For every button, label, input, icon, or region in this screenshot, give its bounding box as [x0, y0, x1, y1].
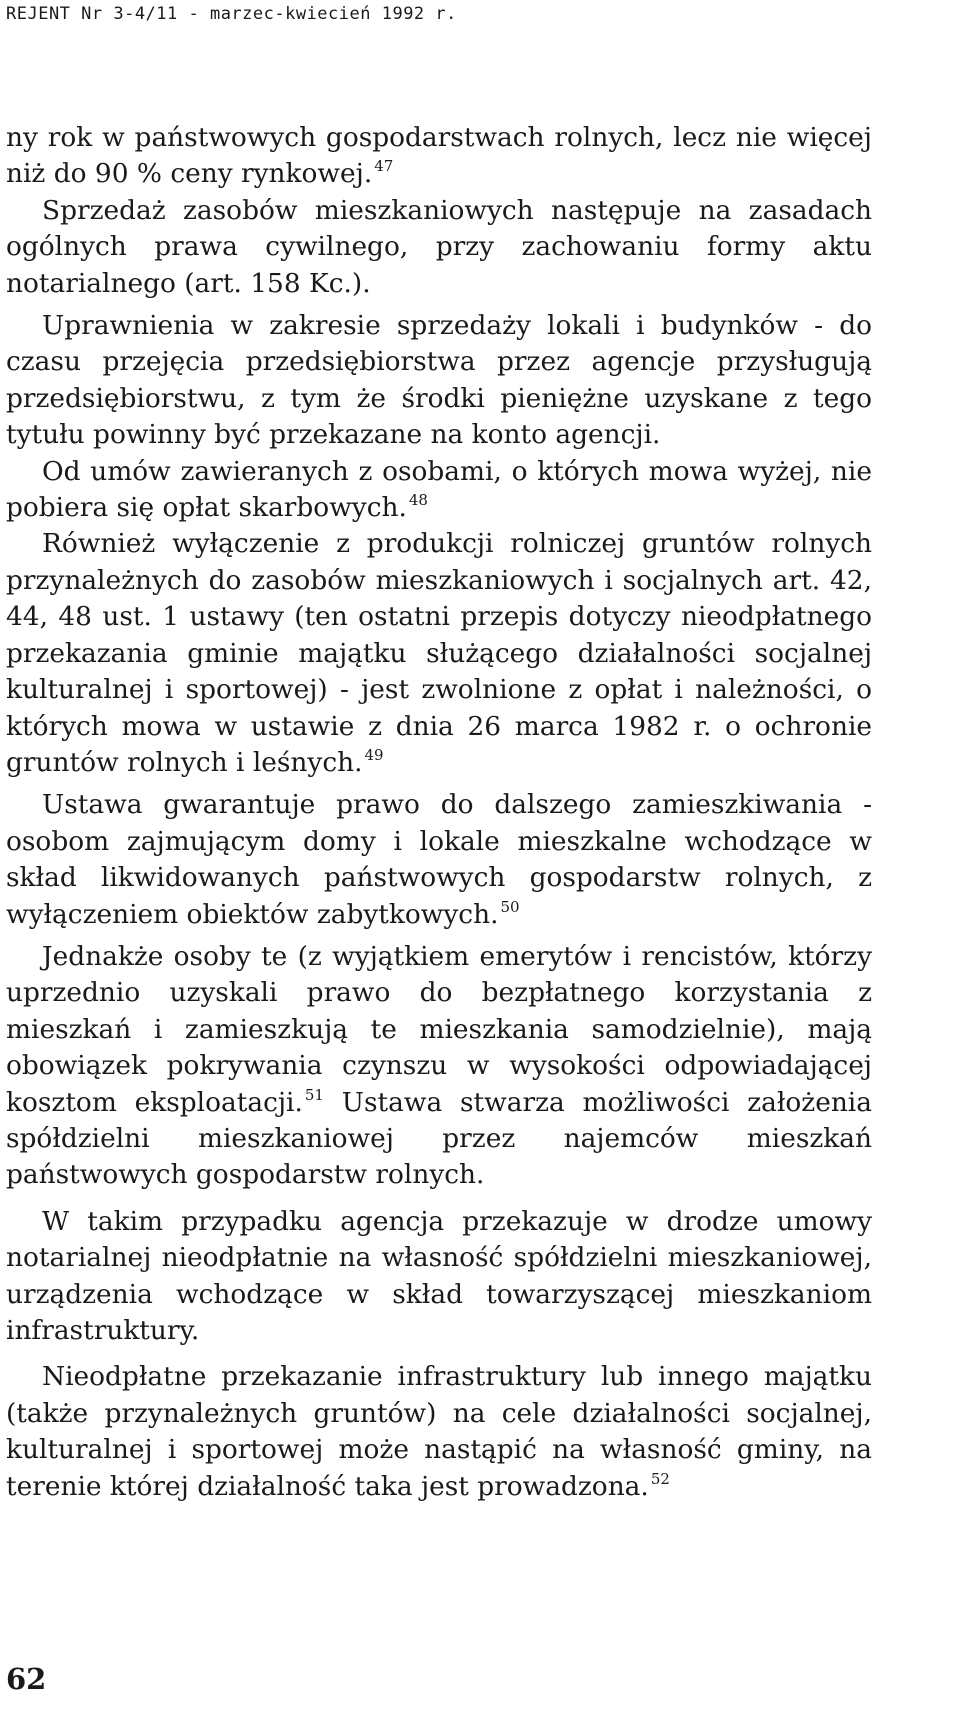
- paragraph-8: [6, 1204, 872, 1350]
- paragraph-text: Nieodpłatne przekazanie infrastruktury lub innego majątku (także przynależnych gruntów) na cele działalności socjalnej, kulturalnej i sportowej może nastąpić na własność gminy, na terenie której działalność taka jest prowadzona.: [6, 1361, 872, 1502]
- paragraph-9: [6, 1359, 872, 1505]
- paragraph-3: [6, 308, 872, 454]
- paragraph-text: Jednakże osoby te (z wyjątkiem emerytów i rencistów, którzy uprzednio uzyskali prawo do bezpłatnego korzystania z mieszkań i zamieszkują te mieszkania samodzielnie), mają obowiązek pokrywania czynszu w wysokości odpowiadającej kosztom eksploatacji.: [6, 940, 872, 1118]
- paragraph-1: [6, 120, 872, 193]
- paragraph-5: [6, 526, 872, 781]
- paragraph-text: Sprzedaż zasobów mieszkaniowych następuje na zasadach ogólnych prawa cywilnego, przy zachowaniu formy aktu notarialnego (art. 158 Kc.).: [6, 194, 872, 299]
- body-text: [6, 120, 872, 1505]
- paragraph-text: Od umów zawieranych z osobami, o których mowa wyżej, nie pobiera się opłat skarbowych.: [6, 455, 872, 524]
- paragraph-text-continued: Ustawa stwarza możliwości założenia spółdzielni mieszkaniowej przez najemców mieszkań państwowych gospodarstw rolnych.: [6, 1086, 872, 1191]
- footnote-ref: 52: [650, 1469, 670, 1488]
- footnote-ref: 48: [408, 491, 428, 510]
- paragraph-4: [6, 454, 872, 527]
- paragraph-6: [6, 787, 872, 933]
- footnote-ref: 50: [500, 897, 520, 916]
- paragraph-text: Uprawnienia w zakresie sprzedaży lokali i budynków - do czasu przejęcia przedsiębiorstwa przez agencje przysługują przedsiębiorstwu, z tym że środki pieniężne uzyskane z tego tytułu powinny być przekazane na konto agencji.: [6, 310, 872, 451]
- footnote-ref: 49: [364, 745, 384, 764]
- running-header: REJENT Nr 3-4/11 - marzec-kwiecień 1992 r.: [6, 4, 457, 24]
- paragraph-text: ny rok w państwowych gospodarstwach rolnych, lecz nie więcej niż do 90 % ceny rynkowej.: [6, 122, 872, 190]
- paragraph-text: Ustawa gwarantuje prawo do dalszego zamieszkiwania - osobom zajmującym domy i lokale mieszkalne wchodzące w skład likwidowanych państwowych gospodarstw rolnych, z wyłączeniem obiektów zabytkowych.: [6, 789, 872, 930]
- page-number: 62: [6, 1662, 47, 1696]
- paragraph-text: W takim przypadku agencja przekazuje w drodze umowy notarialnej nieodpłatnie na własność spółdzielni mieszkaniowej, urządzenia wchodzące w skład towarzyszącej mieszkaniom infrastruktury.: [6, 1205, 872, 1346]
- paragraph-7: [6, 939, 872, 1194]
- paragraph-2: [6, 193, 872, 302]
- paragraph-text: Również wyłączenie z produkcji rolniczej gruntów rolnych przynależnych do zasobów mieszkaniowych i socjalnych art. 42, 44, 48 ust. 1 ustawy (ten ostatni przepis dotyczy nieodpłatnego przekazania gminie majątku służącego działalności socjalnej kulturalnej i sportowej) - jest zwolnione z opłat i należności, o których mowa w ustawie z dnia 26 marca 1982 r. o ochronie gruntów rolnych i leśnych.: [6, 528, 872, 778]
- footnote-ref: 51: [304, 1085, 324, 1104]
- footnote-ref: 47: [374, 157, 394, 176]
